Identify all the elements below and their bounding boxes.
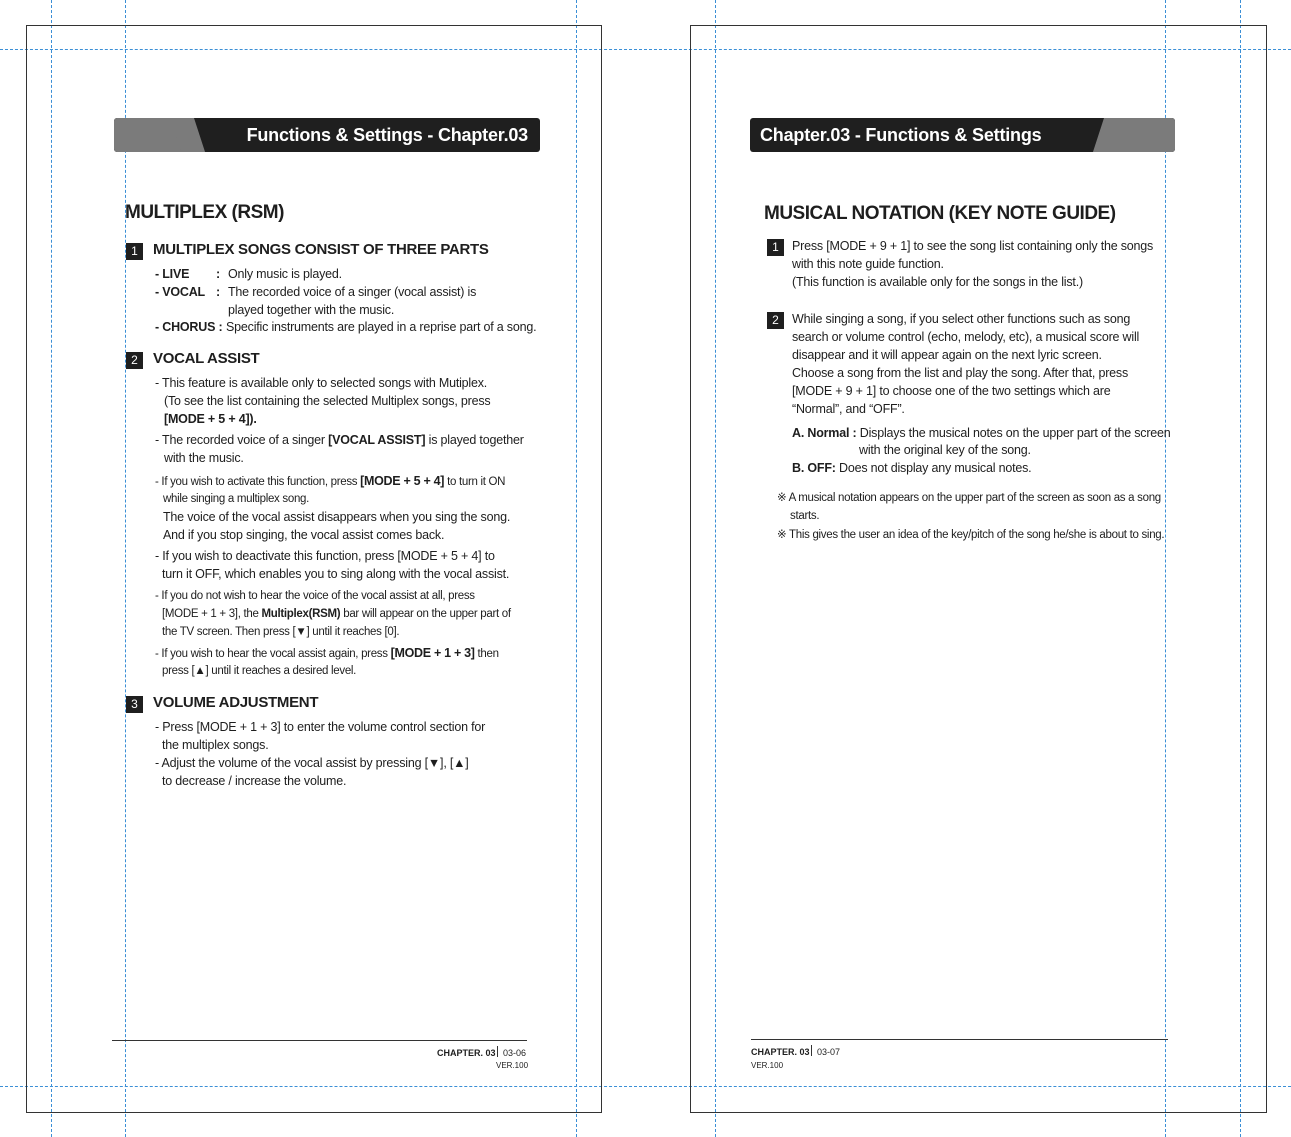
section-number-3: 3 (126, 696, 143, 713)
right-header-title: Chapter.03 - Functions & Settings (760, 125, 1042, 145)
body-text: Choose a song from the list and play the song. After that, press (792, 366, 1129, 380)
body-text (155, 472, 505, 491)
body-text: The voice of the vocal assist disappears when you sing the song. (163, 510, 511, 524)
left-header-title: Functions & Settings - Chapter.03 (246, 125, 528, 145)
body-text: search or volume control (echo, melody, etc), a musical score will (792, 330, 1140, 344)
text-run: [MODE + 1 + 3], the (162, 608, 262, 620)
text-run: [MODE + 1 + 3] (390, 646, 475, 660)
footer-chapter: CHAPTER. 03 (437, 1048, 496, 1058)
body-text (155, 644, 499, 663)
body-text: - If you wish to deactivate this function, press [MODE + 5 + 4] to (155, 549, 495, 563)
body-text: disappear and it will appear again on the next lyric screen. (792, 348, 1102, 362)
text-run: then (474, 648, 499, 660)
live-label: - LIVE (155, 267, 190, 281)
footer-rule (112, 1040, 527, 1041)
footer-separator (497, 1046, 498, 1057)
footer-version: VER.100 (751, 1061, 784, 1070)
body-text: the TV screen. Then press [▼] until it reaches [0]. (162, 626, 400, 638)
section-number-2: 2 (126, 352, 143, 369)
footer-page-number: 03-06 (503, 1048, 527, 1058)
body-text: with the music. (164, 451, 244, 465)
text-run: - If you wish to activate this function, press (155, 476, 361, 488)
text-run: to turn it ON (444, 476, 506, 488)
body-text: turn it OFF, which enables you to sing along with the vocal assist. (162, 567, 510, 581)
live-text: Only music is played. (228, 267, 342, 281)
body-text: (This function is available only for the songs in the list.) (792, 275, 1083, 289)
note-text: starts. (790, 510, 820, 522)
body-text: with the original key of the song. (859, 443, 1031, 457)
text-run: - If you wish to hear the vocal assist again, press (155, 648, 391, 660)
vocal-colon: : (216, 285, 220, 299)
body-text: - Adjust the volume of the vocal assist by pressing [▼], [▲] (155, 756, 469, 770)
body-text: - If you do not wish to hear the voice of the vocal assist at all, press (155, 590, 475, 602)
footer-rule (751, 1039, 1168, 1040)
section-number-2: 2 (767, 312, 784, 329)
chorus-label: - CHORUS : (155, 320, 223, 334)
body-text (792, 459, 1031, 477)
body-text: to decrease / increase the volume. (162, 774, 347, 788)
text-run: is played together (425, 433, 524, 447)
body-text: (To see the list containing the selected Multiplex songs, press (164, 394, 491, 408)
body-text: - Press [MODE + 1 + 3] to enter the volume control section for (155, 720, 486, 734)
text-run: [VOCAL ASSIST] (328, 433, 426, 447)
vocal-text: played together with the music. (228, 303, 395, 317)
body-text (162, 605, 511, 623)
right-header-bar (750, 118, 1175, 152)
body-text: the multiplex songs. (162, 738, 269, 752)
live-colon: : (216, 267, 220, 281)
left-header-bar (114, 118, 540, 152)
section-title: VOCAL ASSIST (153, 350, 260, 367)
body-text: while singing a multiplex song. (163, 493, 310, 505)
note-text: ※ This gives the user an idea of the key/pitch of the song he/she is about to sing. (777, 529, 1165, 541)
footer-version: VER.100 (496, 1061, 529, 1070)
body-text: “Normal”, and “OFF”. (792, 402, 905, 416)
right-page (690, 25, 1267, 1113)
body-text: While singing a song, if you select other functions such as song (792, 312, 1131, 326)
text-run: [MODE + 5 + 4] (360, 474, 445, 488)
body-text: [MODE + 5 + 4]). (164, 412, 257, 426)
section-number-1: 1 (126, 243, 143, 260)
normal-label: A. Normal : (792, 426, 857, 440)
body-text (155, 431, 524, 449)
section-title: VOLUME ADJUSTMENT (153, 694, 319, 711)
right-page-title: MUSICAL NOTATION (KEY NOTE GUIDE) (764, 203, 1116, 224)
body-text: [MODE + 9 + 1] to choose one of the two settings which are (792, 384, 1111, 398)
body-text: And if you stop singing, the vocal assist comes back. (163, 528, 445, 542)
vocal-label: - VOCAL (155, 285, 205, 299)
section-number-1: 1 (767, 239, 784, 256)
chorus-text: Specific instruments are played in a reprise part of a song. (226, 320, 537, 334)
text-run: bar will appear on the upper part of (340, 608, 511, 620)
body-text: Press [MODE + 9 + 1] to see the song list containing only the songs (792, 239, 1154, 253)
left-page-title: MULTIPLEX (RSM) (125, 202, 284, 223)
body-text: press [▲] until it reaches a desired level. (162, 665, 357, 677)
footer-separator (811, 1045, 812, 1056)
vocal-text: The recorded voice of a singer (vocal assist) is (228, 285, 477, 299)
body-text: with this note guide function. (792, 257, 944, 271)
footer-chapter: CHAPTER. 03 (751, 1047, 810, 1057)
body-text: - This feature is available only to selected songs with Mutiplex. (155, 376, 488, 390)
note-text: ※ A musical notation appears on the upper part of the screen as soon as a song (777, 492, 1161, 504)
text-run: Multiplex(RSM) (261, 608, 341, 620)
body-text (792, 424, 1171, 442)
section-title: MULTIPLEX SONGS CONSIST OF THREE PARTS (153, 241, 489, 258)
off-label: B. OFF: (792, 461, 836, 475)
footer-page-number: 03-07 (817, 1047, 841, 1057)
text-run: Displays the musical notes on the upper part of the screen (856, 426, 1171, 440)
text-run: Does not display any musical notes. (835, 461, 1032, 475)
text-run: - The recorded voice of a singer (155, 433, 329, 447)
